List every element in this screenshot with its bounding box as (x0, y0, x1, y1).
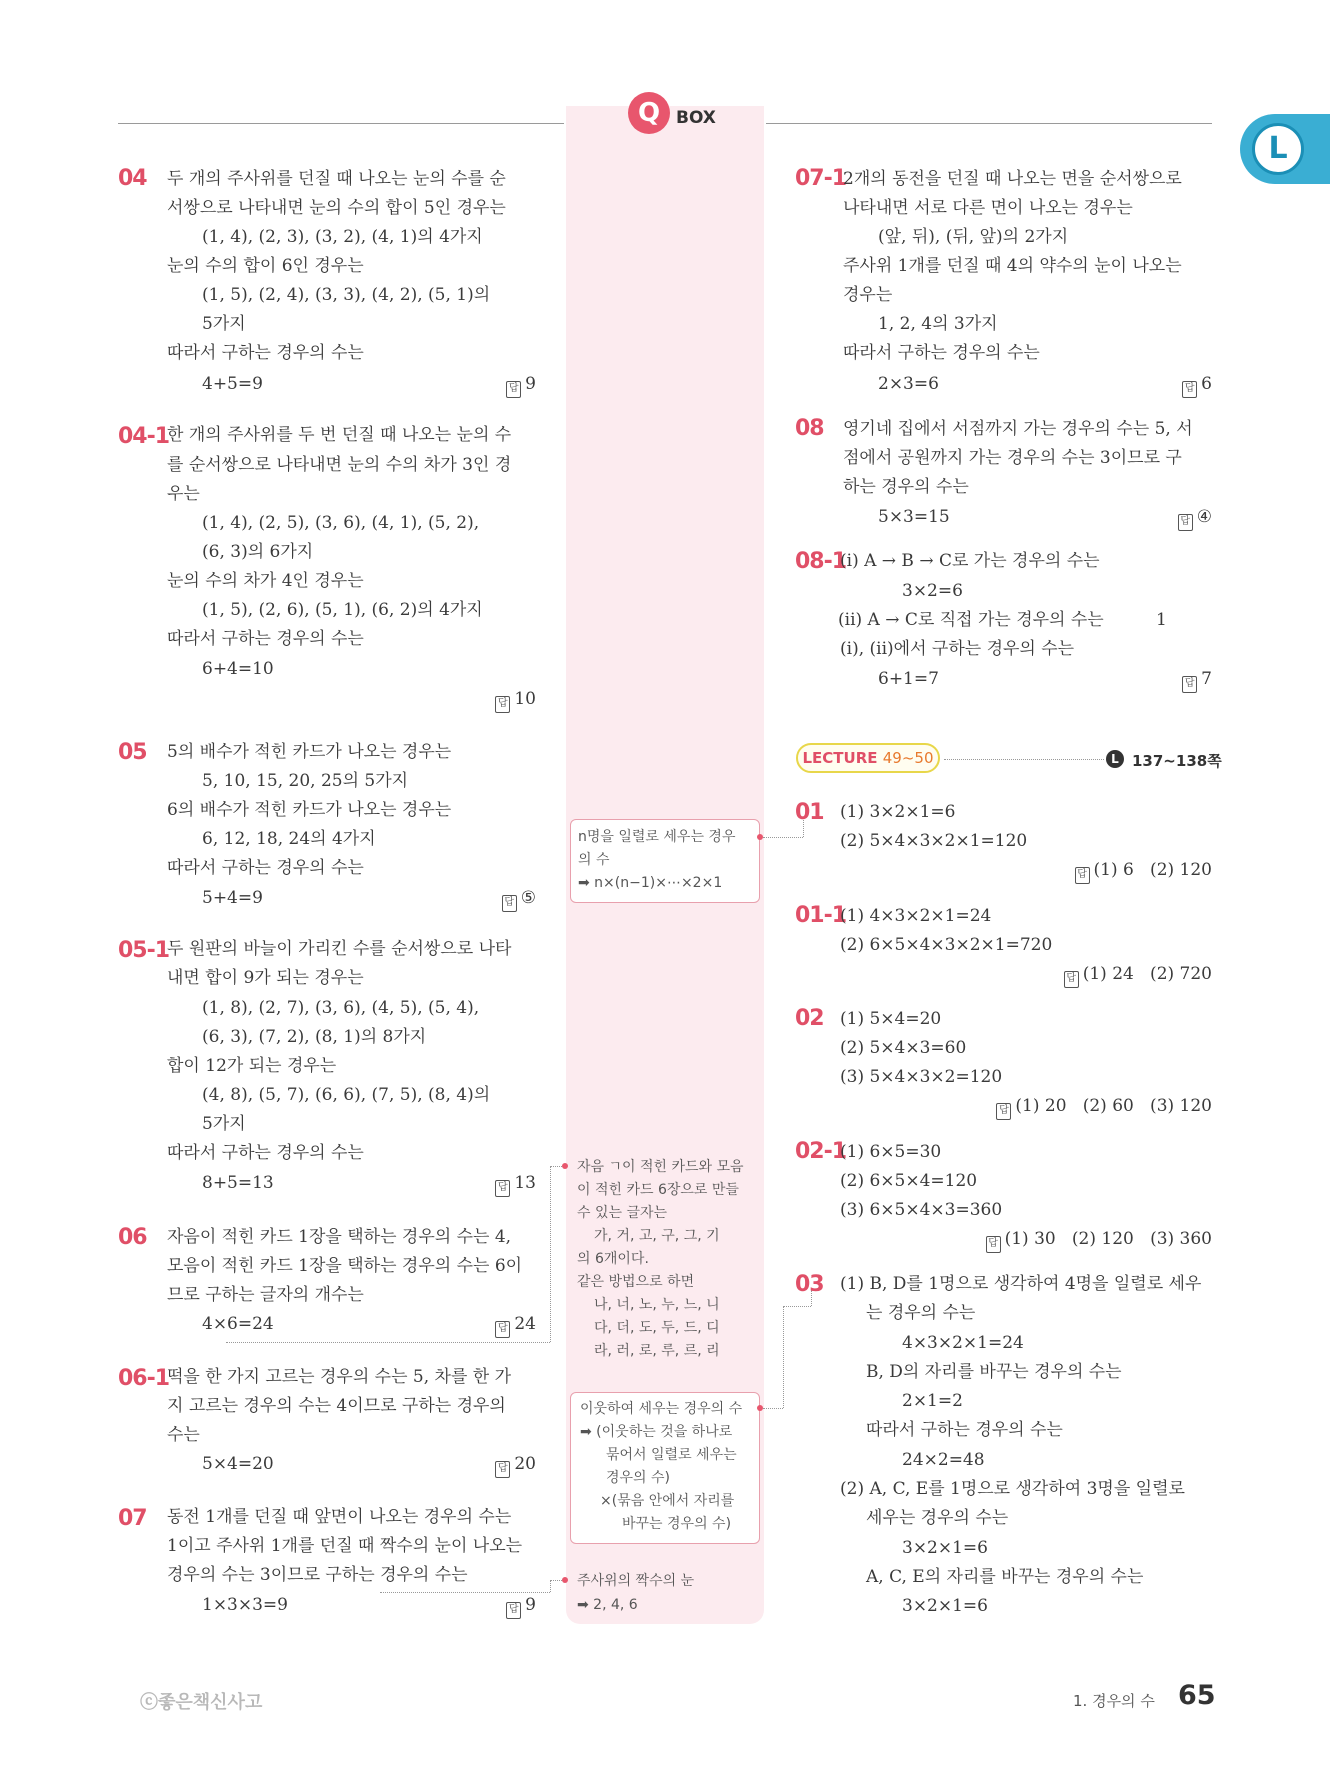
text-line: (ii) A → C로 직접 가는 경우의 수는 (838, 610, 1104, 630)
text-line: 두 원판의 바늘이 가리킨 수를 순서쌍으로 나타 (167, 939, 512, 959)
answer (470, 1313, 536, 1338)
answer (480, 887, 536, 912)
text-line: 따라서 구하는 경우의 수는 (167, 343, 364, 363)
connector-line (380, 1592, 550, 1593)
text-line: 서쌍으로 나타내면 눈의 수의 합이 5인 경우는 (167, 198, 506, 218)
answer (470, 688, 536, 713)
text-line: 5의 배수가 적힌 카드가 나오는 경우는 (167, 742, 452, 762)
text-line: (i) A → B → C로 가는 경우의 수는 (840, 551, 1100, 571)
qbox-badge: Q (628, 92, 670, 134)
text-line: 세우는 경우의 수는 (866, 1508, 1009, 1528)
problem-number: 02-1 (795, 1139, 847, 1164)
text-line: 5, 10, 15, 20, 25의 5가지 (202, 771, 409, 791)
text-line: 모음이 적힌 카드 1장을 택하는 경우의 수는 6이 (167, 1256, 523, 1276)
equation: 5+4=9 (202, 888, 263, 908)
lecture-word: LECTURE (802, 749, 878, 767)
answer-icon: 답 (495, 1321, 510, 1338)
equation: 4×3×2×1=24 (902, 1333, 1024, 1353)
text-line: 자음이 적힌 카드 1장을 택하는 경우의 수는 4, (167, 1227, 512, 1247)
text-line: 6, 12, 18, 24의 4가지 (202, 829, 376, 849)
answer-value: 20 (514, 1454, 536, 1474)
problem-number: 01 (795, 800, 824, 825)
text-line: B, D의 자리를 바꾸는 경우의 수는 (866, 1362, 1122, 1382)
equation: 4+5=9 (202, 374, 263, 394)
answer (1156, 506, 1212, 531)
answer-icon: 답 (1075, 867, 1090, 884)
answer (480, 1594, 536, 1619)
text-line: 5가지 (202, 1114, 246, 1134)
equation: 5×3=15 (878, 507, 950, 527)
note-line: 같은 방법으로 하면 (577, 1274, 695, 1290)
answer-icon: 답 (495, 1180, 510, 1197)
answer-icon: 답 (996, 1103, 1011, 1120)
qbox-label: BOX (676, 108, 716, 128)
answer (470, 1453, 536, 1478)
text-line: 경우는 (843, 285, 893, 305)
problem-number: 01-1 (795, 903, 847, 928)
note-line: 수 있는 글자는 (577, 1205, 668, 1221)
problem-number: 04 (118, 166, 147, 191)
text-line: (1) B, D를 1명으로 생각하여 4명을 일렬로 세우 (840, 1274, 1202, 1294)
chapter-label: 1. 경우의 수 (1073, 1692, 1155, 1710)
note-line: 다, 더, 도, 두, 드, 디 (594, 1320, 720, 1336)
equation: 6+1=7 (878, 669, 939, 689)
equation: 2×1=2 (902, 1391, 963, 1411)
answer-icon: 답 (1064, 971, 1079, 988)
text-line: 따라서 구하는 경우의 수는 (843, 343, 1040, 363)
answer-value: 9 (525, 1595, 536, 1615)
connector-line (783, 1306, 784, 1408)
text-line: (앞, 뒤), (뒤, 앞)의 2가지 (878, 227, 1069, 247)
answer-value: (1) 6 (2) 120 (1093, 860, 1212, 880)
connector-line (763, 1408, 783, 1409)
note-line: 자음 ㄱ이 적힌 카드와 모음 (577, 1159, 744, 1175)
note-line: ➡ (이웃하는 것을 하나로 (580, 1424, 733, 1440)
answer-value: (1) 30 (2) 120 (3) 360 (1004, 1229, 1212, 1249)
note-line: ➡ 2, 4, 6 (577, 1597, 638, 1613)
text-line: 지 고르는 경우의 수는 4이므로 구하는 경우의 (167, 1396, 506, 1416)
text-line: 따라서 구하는 경우의 수는 (167, 629, 364, 649)
text-line: 합이 12가 되는 경우는 (167, 1056, 337, 1076)
equation: (1) 5×4=20 (840, 1009, 942, 1029)
equation: 1×3×3=9 (202, 1595, 288, 1615)
text-line: 주사위 1개를 던질 때 4의 약수의 눈이 나오는 (843, 256, 1182, 276)
top-rule-left (118, 123, 564, 124)
lecture-badge (796, 743, 940, 773)
note-line: 경우의 수) (606, 1470, 671, 1486)
text-line: 눈의 수의 합이 6인 경우는 (167, 256, 364, 276)
answer-value: 13 (514, 1173, 536, 1193)
text-line: 경우의 수는 3이므로 구하는 경우의 수는 (167, 1565, 468, 1585)
note-line: 의 6개이다. (577, 1251, 649, 1267)
note-line: 라, 러, 로, 루, 르, 리 (594, 1343, 720, 1359)
problem-number: 05 (118, 740, 147, 765)
problem-number: 04-1 (118, 424, 170, 449)
text-line: (1, 5), (2, 6), (5, 1), (6, 2)의 4가지 (202, 600, 483, 620)
text-line: 1, 2, 4의 3가지 (878, 314, 998, 334)
page-number: 65 (1178, 1680, 1216, 1711)
equation: (3) 5×4×3×2=120 (840, 1067, 1003, 1087)
text-line: 따라서 구하는 경우의 수는 (167, 1143, 364, 1163)
connector-dot (562, 1577, 568, 1583)
lecture-l-icon: L (1106, 750, 1124, 768)
lecture-range: 49~50 (882, 749, 934, 767)
note-line: 이웃하여 세우는 경우의 수 (580, 1401, 743, 1417)
answer-icon: 답 (1178, 514, 1193, 531)
equation: 4×6=24 (202, 1314, 274, 1334)
answer-icon: 답 (1182, 676, 1197, 693)
text-line: (2) A, C, E를 1명으로 생각하여 3명을 일렬로 (840, 1479, 1185, 1499)
text-line: (4, 8), (5, 7), (6, 6), (7, 5), (8, 4)의 (202, 1085, 491, 1105)
problem-number: 02 (795, 1006, 824, 1031)
text-line: 나타내면 서로 다른 면이 나오는 경우는 (843, 198, 1133, 218)
problem-number: 06-1 (118, 1366, 170, 1391)
text-line: 동전 1개를 던질 때 앞면이 나오는 경우의 수는 (167, 1507, 512, 1527)
equation: 3×2=6 (902, 581, 963, 601)
top-rule-right (766, 123, 1212, 124)
answer-value: 9 (525, 374, 536, 394)
lecture-tab (1240, 114, 1330, 184)
text-line: 하는 경우의 수는 (843, 477, 969, 497)
problem-number: 08 (795, 416, 824, 441)
connector-line (550, 1166, 551, 1342)
answer (1000, 963, 1212, 988)
answer-icon: 답 (495, 696, 510, 713)
connector-line (226, 1342, 550, 1343)
text-line: A, C, E의 자리를 바꾸는 경우의 수는 (866, 1567, 1144, 1587)
equation: (1) 4×3×2×1=24 (840, 906, 992, 926)
connector-line (783, 1306, 811, 1307)
answer-value: (1) 20 (2) 60 (3) 120 (1015, 1096, 1212, 1116)
publisher-logo: ⓒ좋은책신사고 (140, 1692, 263, 1713)
equation: 2×3=6 (878, 374, 939, 394)
text-line: (6, 3), (7, 2), (8, 1)의 8가지 (202, 1027, 427, 1047)
note-line: 묶어서 일렬로 세우는 (606, 1447, 737, 1463)
equation: (3) 6×5×4×3=360 (840, 1200, 1003, 1220)
text-line: (1, 4), (2, 3), (3, 2), (4, 1)의 4가지 (202, 227, 483, 247)
text-line: (1, 5), (2, 4), (3, 3), (4, 2), (5, 1)의 (202, 285, 491, 305)
answer-value: (1) 24 (2) 720 (1082, 964, 1212, 984)
text-line: 2개의 동전을 던질 때 나오는 면을 순서쌍으로 (843, 169, 1182, 189)
equation: (1) 3×2×1=6 (840, 802, 956, 822)
problem-number: 03 (795, 1272, 824, 1297)
note-line: 주사위의 짝수의 눈 (577, 1573, 695, 1589)
equation: (2) 5×4×3=60 (840, 1038, 967, 1058)
lecture-pages: 137~138쪽 (1132, 752, 1222, 770)
text-line: 수는 (167, 1425, 200, 1445)
answer-icon: 답 (506, 1602, 521, 1619)
connector-line (550, 1580, 562, 1581)
text-line: (1, 8), (2, 7), (3, 6), (4, 5), (5, 4), (202, 998, 480, 1018)
equation: 24×2=48 (902, 1450, 985, 1470)
text-line: 6의 배수가 적힌 카드가 나오는 경우는 (167, 800, 452, 820)
equation: 8+5=13 (202, 1173, 274, 1193)
text-line: 영기네 집에서 서점까지 가는 경우의 수는 5, 서 (843, 419, 1193, 439)
problem-number: 05-1 (118, 938, 170, 963)
lecture-leader-line (944, 759, 1104, 760)
answer-value: ④ (1196, 507, 1212, 527)
text-line: (6, 3)의 6가지 (202, 542, 314, 562)
answer (480, 373, 536, 398)
note-line: 이 적힌 카드 6장으로 만들 (577, 1182, 739, 1198)
note-line: ×(묶음 안에서 자리를 (600, 1493, 735, 1509)
equation: 1 (1156, 610, 1167, 630)
problem-number: 07 (118, 1506, 147, 1531)
text-line: (1, 4), (2, 5), (3, 6), (4, 1), (5, 2), (202, 513, 480, 533)
text-line: 한 개의 주사위를 두 번 던질 때 나오는 눈의 수 (167, 425, 512, 445)
connector-line (550, 1580, 551, 1592)
answer-icon: 답 (506, 381, 521, 398)
equation: 6+4=10 (202, 659, 274, 679)
answer-icon: 답 (502, 895, 517, 912)
note-line: ➡ n×(n−1)×⋯×2×1 (578, 875, 723, 891)
text-line: 를 순서쌍으로 나타내면 눈의 수의 차가 3인 경 (167, 455, 512, 475)
equation: 5×4=20 (202, 1454, 274, 1474)
lecture-tab-icon: L (1252, 123, 1304, 175)
answer-value: 7 (1201, 669, 1212, 689)
text-line: 5가지 (202, 314, 246, 334)
note-line: n명을 일렬로 세우는 경우 (578, 829, 736, 845)
answer (960, 1228, 1212, 1253)
text-line: (i), (ii)에서 구하는 경우의 수는 (840, 639, 1075, 659)
text-line: 점에서 공원까지 가는 경우의 수는 3이므로 구 (843, 448, 1182, 468)
equation: (2) 6×5×4=120 (840, 1171, 978, 1191)
text-line: 1이고 주사위 1개를 던질 때 짝수의 눈이 나오는 (167, 1536, 523, 1556)
text-line: 내면 합이 9가 되는 경우는 (167, 968, 364, 988)
answer-icon: 답 (986, 1236, 1001, 1253)
text-line: 눈의 수의 차가 4인 경우는 (167, 571, 364, 591)
text-line: 따라서 구하는 경우의 수는 (866, 1420, 1063, 1440)
note-line: 가, 거, 고, 구, 그, 기 (594, 1228, 720, 1244)
connector-line (763, 837, 803, 838)
equation: (2) 6×5×4×3×2×1=720 (840, 935, 1053, 955)
note-line: 나, 너, 노, 누, 느, 니 (594, 1297, 720, 1313)
answer (1156, 373, 1212, 398)
note-line: 의 수 (578, 852, 610, 868)
text-line: 따라서 구하는 경우의 수는 (167, 858, 364, 878)
text-line: 는 경우의 수는 (866, 1303, 976, 1323)
note-line: 바꾸는 경우의 수) (622, 1516, 732, 1532)
problem-number: 07-1 (795, 166, 847, 191)
connector-line (550, 1166, 562, 1167)
text-line: 므로 구하는 글자의 개수는 (167, 1285, 364, 1305)
text-line: 떡을 한 가지 고르는 경우의 수는 5, 차를 한 가 (167, 1367, 512, 1387)
answer (1156, 668, 1212, 693)
equation: (2) 5×4×3×2×1=120 (840, 831, 1028, 851)
answer-icon: 답 (495, 1461, 510, 1478)
answer-value: 24 (514, 1314, 536, 1334)
answer (1000, 859, 1212, 884)
equation: (1) 6×5=30 (840, 1142, 942, 1162)
answer (470, 1172, 536, 1197)
connector-dot (562, 1163, 568, 1169)
answer-value: 10 (514, 689, 536, 709)
text-line: 우는 (167, 484, 200, 504)
answer-icon: 답 (1182, 381, 1197, 398)
equation: 3×2×1=6 (902, 1538, 988, 1558)
text-line: 두 개의 주사위를 던질 때 나오는 눈의 수를 순 (167, 169, 506, 189)
equation: 3×2×1=6 (902, 1596, 988, 1616)
problem-number: 06 (118, 1225, 147, 1250)
answer-value: ⑤ (520, 888, 536, 908)
answer (960, 1095, 1212, 1120)
problem-number: 08-1 (795, 549, 847, 574)
answer-value: 6 (1201, 374, 1212, 394)
